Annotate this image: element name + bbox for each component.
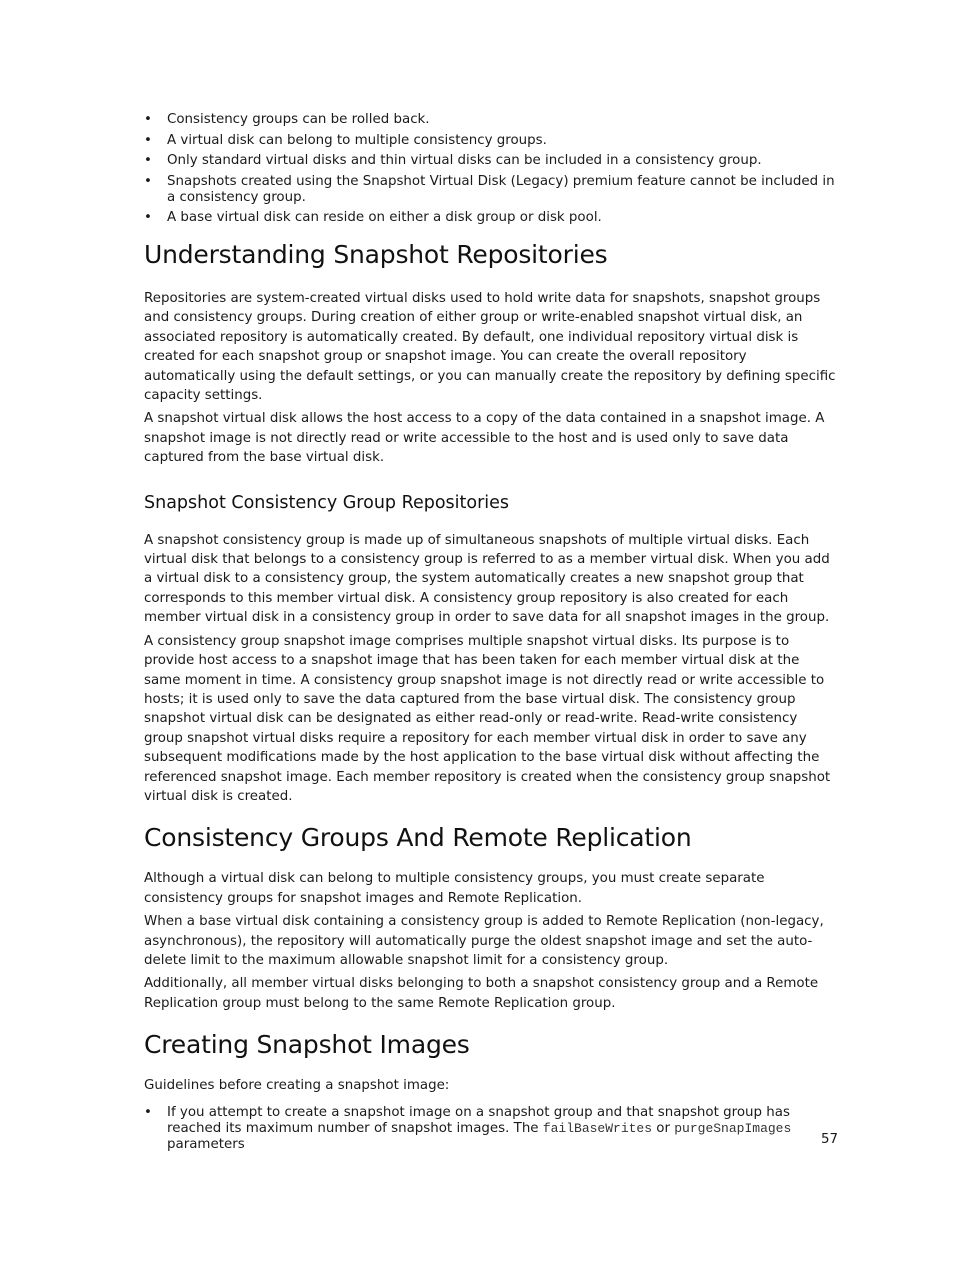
bullet-icon: • — [144, 153, 152, 168]
paragraph: Although a virtual disk can belong to multiple consistency groups, you must create separate consistency groups for snapshot images and Remote Replication. — [144, 871, 765, 906]
bullet-icon: • — [144, 210, 152, 225]
paragraph: A snapshot virtual disk allows the host access to a copy of the data contained in a snapshot image. A snapshot image is not directly read or write accessible to the host and is used only to save data captured from the base virtual disk. — [144, 411, 825, 466]
page-content — [144, 112, 838, 1157]
code-purge-snap-images: purgeSnapImages — [674, 1120, 792, 1136]
paragraph: A consistency group snapshot image comprises multiple snapshot virtual disks. Its purpose is to provide host access to a snapshot image that has been taken for each member virtual disk at the same moment in time. A consistency group snapshot image is not directly read or write accessible to hosts; it is used only to save the data captured from the base virtual disk. The consistency group snapshot virtual disk can be designated as either read-only or read-write. Read-write consistency group snapshot virtual disks require a repository for each member virtual disk in order to save any subsequent modifications made by the host application to the base virtual disk without affecting the referenced snapshot image. Each member repository is created when the consistency group snapshot virtual disk is created. — [144, 633, 831, 804]
list-item: • Snapshots created using the Snapshot Virtual Disk (Legacy) premium feature cannot be included in a consistency group. — [144, 173, 835, 205]
list-item: • Consistency groups can be rolled back. — [144, 112, 430, 127]
guideline-bullet-list — [144, 1105, 838, 1153]
paragraph: A snapshot consistency group is made up of simultaneous snapshots of multiple virtual disks. Each virtual disk that belongs to a consistency group is referred to as a member virtual disk. When you add a virtual disk to a consistency group, the system automatically creates a new snapshot group that corresponds to this member virtual disk. A consistency group repository is also created for each member virtual disk in a consistency group in order to save data for all snapshot images in the group. — [144, 532, 830, 626]
list-item: • If you attempt to create a snapshot image on a snapshot group and that snapshot group has reached its maximum number of snapshot images. The failBaseWrites or purgeSnapImages parameters — [144, 1104, 792, 1152]
section-heading-creating-snapshot-images: Creating Snapshot Images — [144, 1030, 470, 1060]
page-number: 57 — [820, 1132, 838, 1147]
list-item: • A base virtual disk can reside on either a disk group or disk pool. — [144, 210, 602, 225]
bullet-icon: • — [144, 173, 152, 189]
code-fail-base-writes: failBaseWrites — [542, 1120, 653, 1136]
section-heading-remote-replication: Consistency Groups And Remote Replication — [144, 823, 692, 853]
paragraph: Repositories are system-created virtual disks used to hold write data for snapshots, snapshot groups and consistency groups. During creation of either group or write-enabled snapshot virtual disk, an associated repository is automatically created. By default, one individual repository virtual disk is created for each snapshot group or snapshot image. You can create the overall repository automatically using the default settings, or you can manually create the repository by defining specific capacity settings. — [144, 291, 836, 404]
section-heading-snapshot-repositories: Understanding Snapshot Repositories — [144, 240, 608, 269]
list-item: • Only standard virtual disks and thin virtual disks can be included in a consistency group. — [144, 153, 762, 168]
paragraph: Guidelines before creating a snapshot image: — [144, 1078, 450, 1094]
paragraph: When a base virtual disk containing a consistency group is added to Remote Replication (non-legacy, asynchronous), the repository will automatically purge the oldest snapshot image and set the auto-delete limit to the maximum allowable snapshot limit for a consistency group. — [144, 914, 824, 968]
paragraph: Additionally, all member virtual disks belonging to both a snapshot consistency group and a Remote Replication group must belong to the same Remote Replication group. — [144, 976, 819, 1011]
bullet-icon: • — [144, 132, 152, 148]
bullet-icon: • — [144, 1104, 152, 1120]
list-item: • A virtual disk can belong to multiple consistency groups. — [144, 132, 547, 148]
bullet-icon: • — [144, 112, 152, 127]
top-bullet-list — [144, 112, 838, 226]
subsection-heading-consistency-group-repositories: Snapshot Consistency Group Repositories — [144, 492, 510, 513]
